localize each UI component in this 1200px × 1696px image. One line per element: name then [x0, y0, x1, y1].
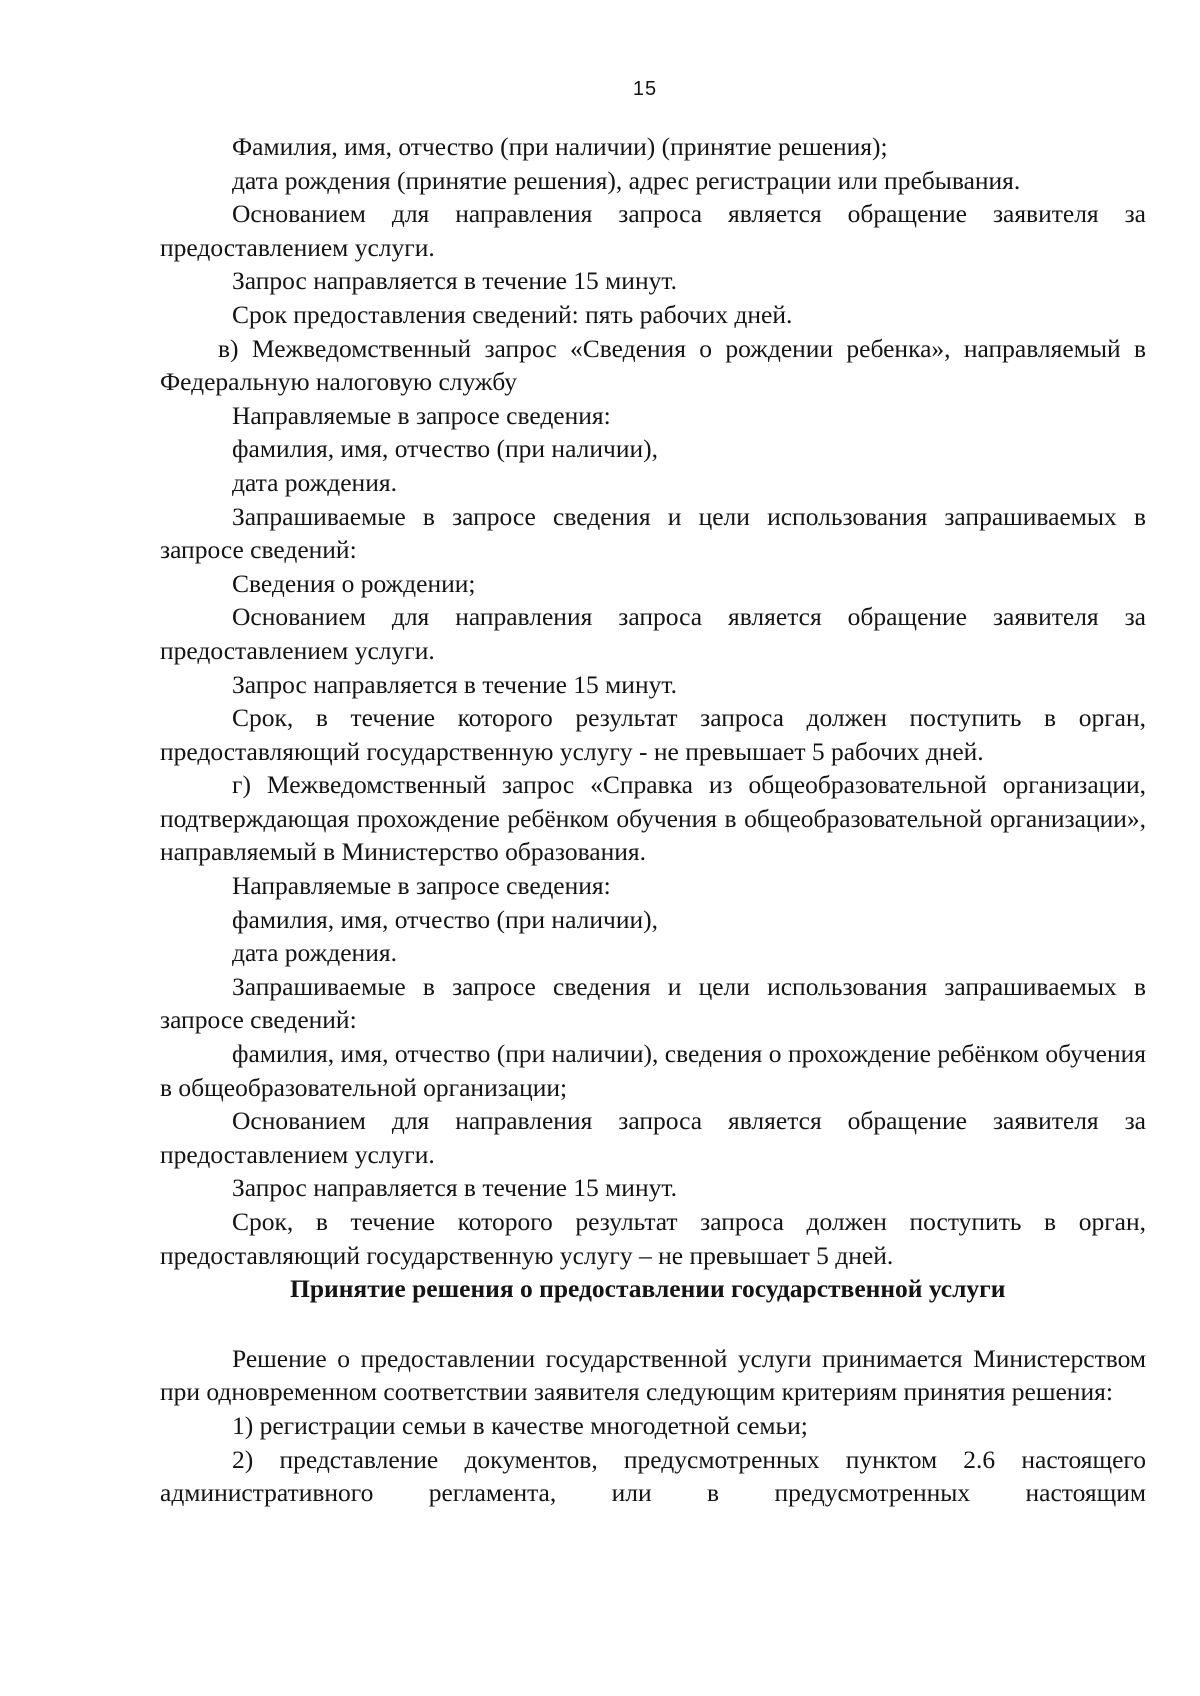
paragraph: Запрашиваемые в запросе сведения и цели использования запрашиваемых в запросе сведений: [160, 501, 1146, 565]
document-body [160, 130, 1146, 1510]
paragraph: фамилия, имя, отчество (при наличии), [232, 904, 658, 934]
paragraph: дата рождения (принятие решения), адрес регистрации или пребывания. [232, 165, 1021, 195]
paragraph: Фамилия, имя, отчество (при наличии) (принятие решения); [232, 132, 888, 161]
paragraph: Запрос направляется в течение 15 минут. [232, 266, 677, 296]
paragraph: Сведения о рождении; [232, 568, 476, 598]
paragraph: Срок предоставления сведений: пять рабочих дней. [232, 299, 793, 329]
paragraph: Направляемые в запросе сведения: [232, 400, 611, 430]
paragraph: Запрос направляется в течение 15 минут. [232, 669, 677, 699]
paragraph: 1) регистрации семьи в качестве многодетной семьи; [232, 1410, 808, 1440]
paragraph: 2) представление документов, предусмотренных пунктом 2.6 настоящего административного регламента, или в предусмотренных настоящим [160, 1444, 1146, 1508]
paragraph: Срок, в течение которого результат запроса должен поступить в орган, предоставляющий государственную услугу - не превышает 5 рабочих дней. [160, 703, 1146, 766]
paragraph: Основанием для направления запроса является обращение заявителя за предоставлением услуги. [160, 1106, 1146, 1169]
paragraph: фамилия, имя, отчество (при наличии), сведения о прохождение ребёнком обучения в общеобразовательной организации; [160, 1039, 1146, 1102]
paragraph: дата рождения. [232, 467, 397, 497]
paragraph: Срок, в течение которого результат запроса должен поступить в орган, предоставляющий государственную услугу – не превышает 5 дней. [160, 1207, 1146, 1270]
paragraph: Запрашиваемые в запросе сведения и цели использования запрашиваемых в запросе сведений: [160, 971, 1146, 1035]
section-heading: Принятие решения о предоставлении государственной услуги [290, 1274, 1006, 1304]
paragraph: Основанием для направления запроса является обращение заявителя за предоставлением услуги. [160, 199, 1146, 262]
paragraph: г) Межведомственный запрос «Справка из общеобразовательной организации, подтверждающая прохождение ребёнком обучения в общеобразовательной организации», направляемый в Министерство образования. [160, 770, 1146, 867]
paragraph: фамилия, имя, отчество (при наличии), [232, 434, 658, 464]
paragraph: дата рождения. [232, 938, 397, 968]
page-number: 15 [632, 78, 658, 100]
paragraph: Решение о предоставлении государственной услуги принимается Министерством при одновременном соответствии заявителя следующим критериям принятия решения: [160, 1343, 1146, 1407]
spacer [160, 1306, 1146, 1342]
paragraph: Запрос направляется в течение 15 минут. [232, 1173, 677, 1203]
paragraph: Направляемые в запросе сведения: [232, 871, 611, 901]
paragraph: в) Межведомственный запрос «Сведения о рождении ребенка», направляемый в Федеральную налоговую службу [160, 333, 1146, 397]
paragraph: Основанием для направления запроса является обращение заявителя за предоставлением услуги. [160, 602, 1146, 665]
